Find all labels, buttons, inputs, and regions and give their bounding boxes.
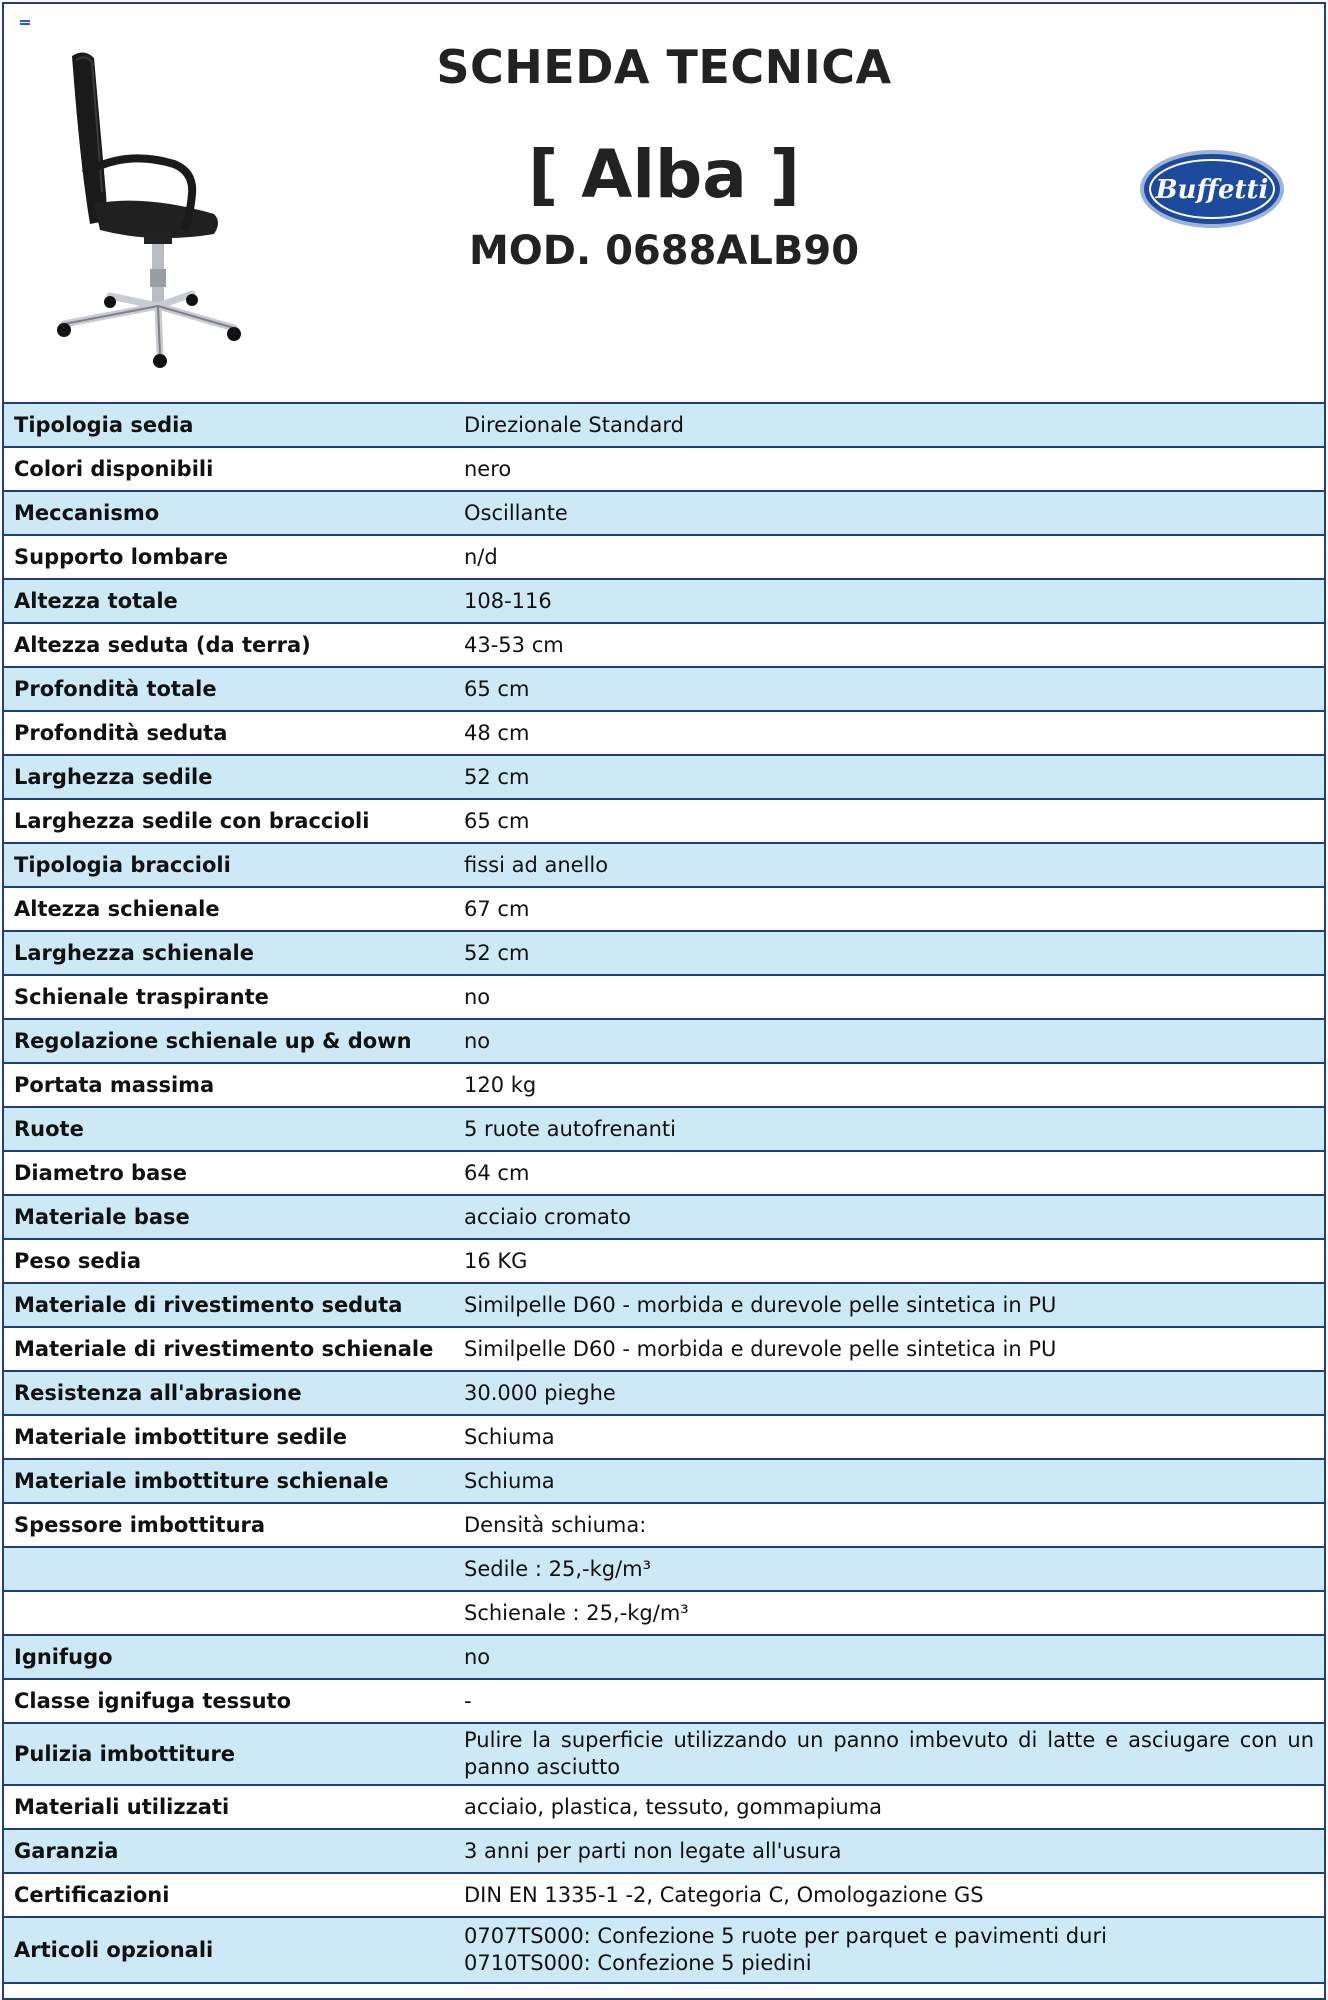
spec-row [4, 843, 1324, 887]
spec-value: 64 cm [454, 1151, 1324, 1195]
spec-value: acciaio cromato [454, 1195, 1324, 1239]
spec-row [4, 1679, 1324, 1723]
spec-row [4, 1283, 1324, 1327]
spec-row [4, 1635, 1324, 1679]
spec-label: Spessore imbottitura [4, 1503, 454, 1547]
spec-row [4, 799, 1324, 843]
product-name: [ Alba ] [528, 136, 800, 213]
spec-row [4, 1107, 1324, 1151]
spec-label: Peso sedia [4, 1239, 454, 1283]
spec-label: Regolazione schienale up & down [4, 1019, 454, 1063]
spec-label: Profondità totale [4, 667, 454, 711]
spec-row [4, 931, 1324, 975]
spec-label: Tipologia braccioli [4, 843, 454, 887]
spec-value: 16 KG [454, 1239, 1324, 1283]
spec-row [4, 1019, 1324, 1063]
spec-label: Garanzia [4, 1829, 454, 1873]
spec-value: 30.000 pieghe [454, 1371, 1324, 1415]
spec-row [4, 1063, 1324, 1107]
spec-row [4, 755, 1324, 799]
spec-label: Profondità seduta [4, 711, 454, 755]
spec-value: Sedile : 25,-kg/m³ [454, 1547, 1324, 1591]
spec-value: Similpelle D60 - morbida e durevole pelle sintetica in PU [454, 1283, 1324, 1327]
spec-label: Tipologia sedia [4, 404, 454, 447]
spec-row [4, 623, 1324, 667]
spec-value: Similpelle D60 - morbida e durevole pelle sintetica in PU [454, 1327, 1324, 1371]
spec-value: 108-116 [454, 579, 1324, 623]
spec-value: 65 cm [454, 667, 1324, 711]
spec-value: Oscillante [454, 491, 1324, 535]
spec-row [4, 1591, 1324, 1635]
spec-value-line: 0710TS000: Confezione 5 piedini [464, 1951, 812, 1975]
spec-value: fissi ad anello [454, 843, 1324, 887]
spec-label: Classe ignifuga tessuto [4, 1679, 454, 1723]
spec-value: Direzionale Standard [454, 404, 1324, 447]
spec-label: Supporto lombare [4, 535, 454, 579]
spec-value-line: 0707TS000: Confezione 5 ruote per parquet e pavimenti duri [464, 1924, 1107, 1948]
spec-value: - [454, 1679, 1324, 1723]
spec-row [4, 1151, 1324, 1195]
spec-value: Pulire la superficie utilizzando un panno imbevuto di latte e asciugare con un panno asciutto [454, 1723, 1324, 1785]
spec-label [4, 1547, 454, 1591]
spec-row [4, 1503, 1324, 1547]
spec-row [4, 1723, 1324, 1785]
spec-label: Larghezza sedile [4, 755, 454, 799]
spec-row [4, 1873, 1324, 1917]
spec-row [4, 535, 1324, 579]
spec-value: 48 cm [454, 711, 1324, 755]
spec-row [4, 1327, 1324, 1371]
spec-label: Articoli opzionali [4, 1917, 454, 1983]
spec-value: no [454, 1635, 1324, 1679]
header [4, 4, 1324, 404]
spec-label: Ignifugo [4, 1635, 454, 1679]
spec-label: Larghezza sedile con braccioli [4, 799, 454, 843]
spec-value: no [454, 975, 1324, 1019]
spec-value: n/d [454, 535, 1324, 579]
spec-value: DIN EN 1335-1 -2, Categoria C, Omologazione GS [454, 1873, 1324, 1917]
spec-value: 120 kg [454, 1063, 1324, 1107]
spec-label: Ruote [4, 1107, 454, 1151]
spec-value: 67 cm [454, 887, 1324, 931]
spec-row [4, 579, 1324, 623]
spec-value: no [454, 1019, 1324, 1063]
buffetti-logo [1138, 148, 1286, 230]
spec-table [4, 404, 1324, 1984]
spec-label: Altezza schienale [4, 887, 454, 931]
spec-row [4, 667, 1324, 711]
spec-value: 52 cm [454, 931, 1324, 975]
spec-label: Meccanismo [4, 491, 454, 535]
spec-value: acciaio, plastica, tessuto, gommapiuma [454, 1785, 1324, 1829]
spec-value: Schienale : 25,-kg/m³ [454, 1591, 1324, 1635]
document-title: SCHEDA TECNICA [436, 40, 892, 94]
spec-row [4, 447, 1324, 491]
spec-value: 5 ruote autofrenanti [454, 1107, 1324, 1151]
spec-value: 65 cm [454, 799, 1324, 843]
spec-label: Larghezza schienale [4, 931, 454, 975]
spec-label: Resistenza all'abrasione [4, 1371, 454, 1415]
spec-row [4, 1195, 1324, 1239]
spec-value: 43-53 cm [454, 623, 1324, 667]
spec-label: Pulizia imbottiture [4, 1723, 454, 1785]
spec-value: nero [454, 447, 1324, 491]
spec-value: Schiuma [454, 1459, 1324, 1503]
spec-row [4, 404, 1324, 447]
spec-label: Materiale di rivestimento seduta [4, 1283, 454, 1327]
spec-value: 3 anni per parti non legate all'usura [454, 1829, 1324, 1873]
spec-row [4, 711, 1324, 755]
spec-row [4, 491, 1324, 535]
spec-row [4, 1785, 1324, 1829]
spec-row [4, 1415, 1324, 1459]
spec-label: Materiale di rivestimento schienale [4, 1327, 454, 1371]
spec-value [454, 1917, 1324, 1983]
spec-label: Altezza totale [4, 579, 454, 623]
spec-label: Certificazioni [4, 1873, 454, 1917]
spec-value: Schiuma [454, 1415, 1324, 1459]
spec-value: Densità schiuma: [454, 1503, 1324, 1547]
spec-sheet [2, 2, 1326, 2000]
spec-label: Materiale base [4, 1195, 454, 1239]
spec-label: Materiale imbottiture schienale [4, 1459, 454, 1503]
spec-row [4, 975, 1324, 1019]
spec-label: Schienale traspirante [4, 975, 454, 1019]
corner-menu-icon [20, 20, 30, 28]
spec-value: 52 cm [454, 755, 1324, 799]
spec-row [4, 1459, 1324, 1503]
spec-label: Altezza seduta (da terra) [4, 623, 454, 667]
spec-label: Diametro base [4, 1151, 454, 1195]
spec-row [4, 1371, 1324, 1415]
spec-label: Colori disponibili [4, 447, 454, 491]
spec-row [4, 1917, 1324, 1983]
spec-label: Materiale imbottiture sedile [4, 1415, 454, 1459]
model-code: MOD. 0688ALB90 [468, 228, 860, 274]
spec-row [4, 1239, 1324, 1283]
spec-row [4, 887, 1324, 931]
spec-row [4, 1829, 1324, 1873]
spec-label: Portata massima [4, 1063, 454, 1107]
spec-label: Materiali utilizzati [4, 1785, 454, 1829]
spec-row [4, 1547, 1324, 1591]
spec-label [4, 1591, 454, 1635]
logo-text: Buffetti [1155, 175, 1269, 205]
